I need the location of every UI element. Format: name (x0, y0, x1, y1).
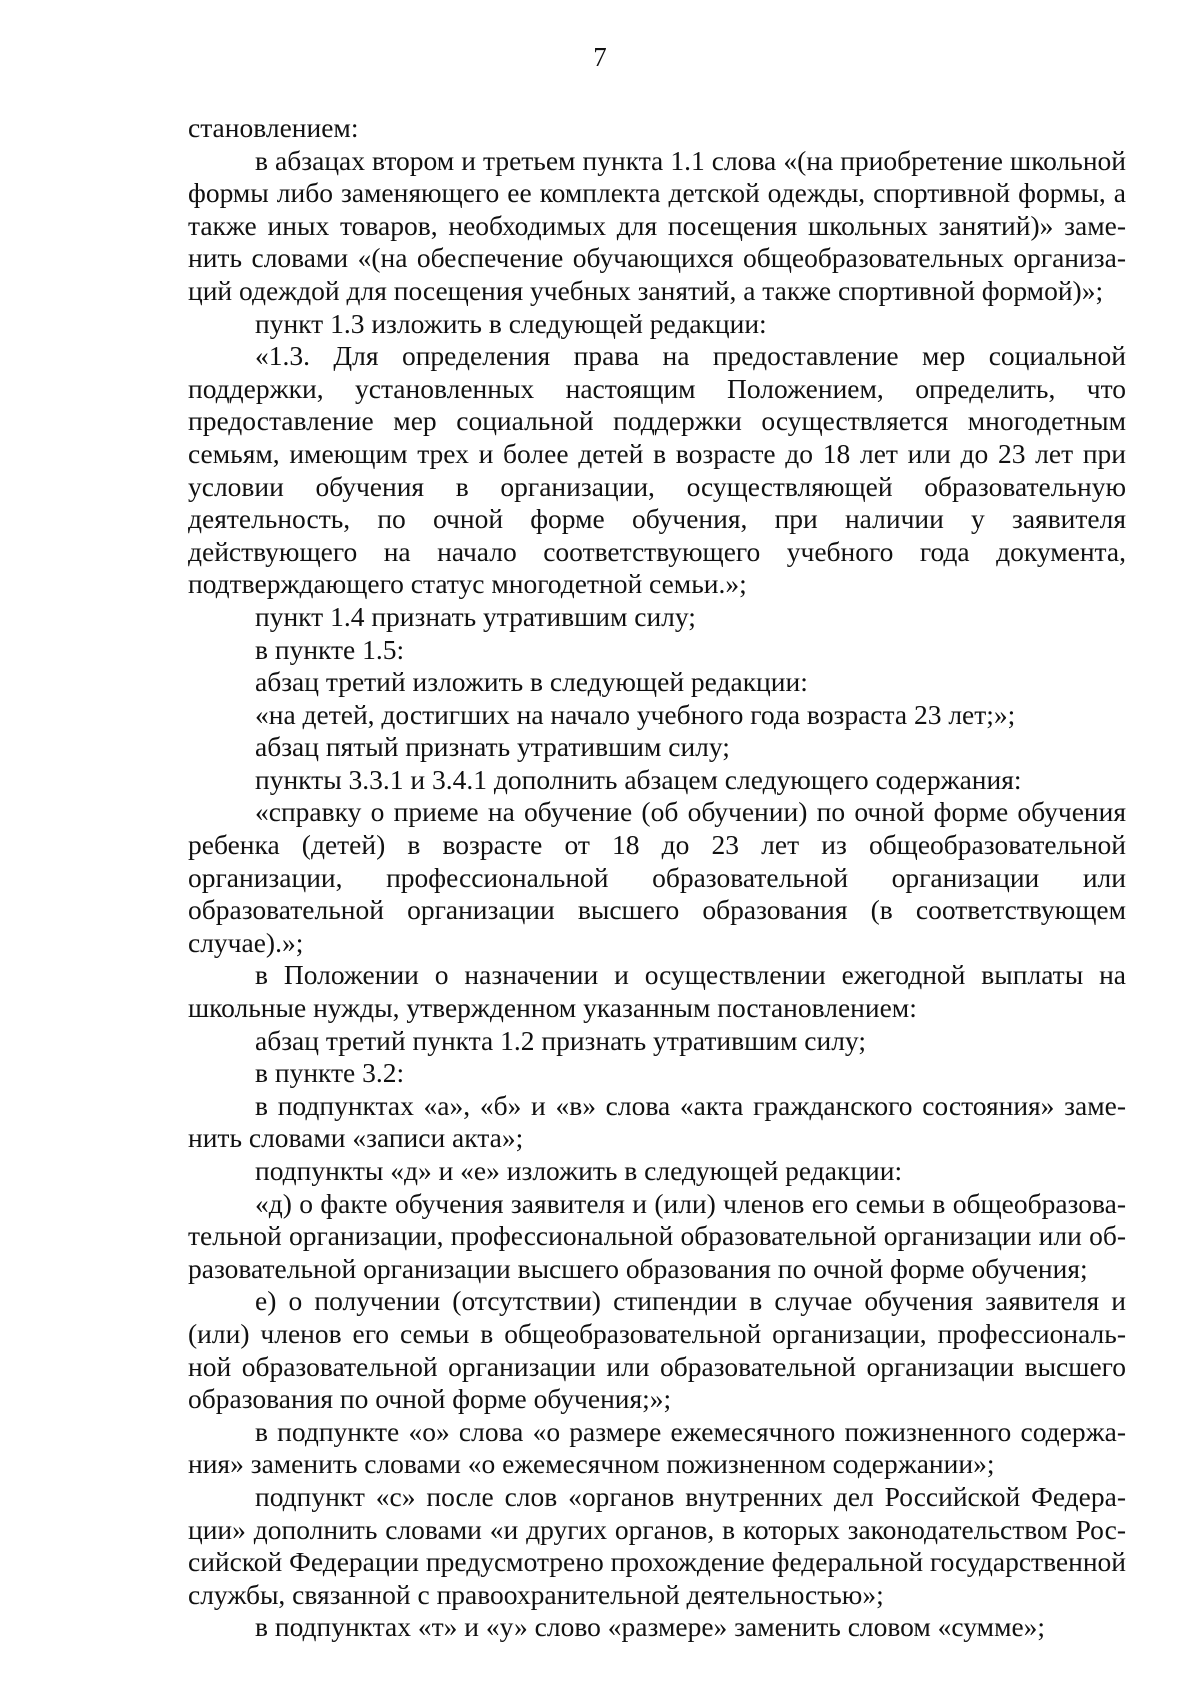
paragraph-18: е) о получении (отсутствии) стипендии в случае обучения заявителя и (или) членов его семьи в общеобразовательной организации, профессиональной образовательной организации или образовательной организации высшего образования по очной форме обучения;»; (188, 1285, 1126, 1415)
page-number: 7 (593, 42, 607, 72)
paragraph-19: в подпункте «о» слова «о размере ежемесячного пожизненного содержания» заменить словами «о ежемесячном пожизненном содержании»; (188, 1415, 1126, 1480)
paragraph-7: абзац третий изложить в следующей редакции: (255, 666, 808, 698)
paragraph-8: «на детей, достигших на начало учебного года возраста 23 лет;»; (255, 698, 1016, 730)
paragraph-10: пункты 3.3.1 и 3.4.1 дополнить абзацем следующего содержания: (255, 763, 1022, 795)
paragraph-11: «справку о приеме на обучение (об обучении) по очной форме обучения ребенка (детей) в возрасте от 18 до 23 лет из общеобразовательной организации, профессиональной образовательной организации или образовательной организации высшего образования (в соответствующем случае).»; (188, 796, 1126, 958)
paragraph-3: пункт 1.3 изложить в следующей редакции: (255, 307, 767, 339)
paragraph-12: в Положении о назначении и осуществлении ежегодной выплаты на школьные нужды, утвержденном указанным постановлением: (188, 959, 1126, 1024)
paragraph-2: в абзацах втором и третьем пункта 1.1 слова «(на приобретение школьной формы либо заменяющего ее комплекта детской одежды, спортивной формы, а также иных товаров, необходимых для посещения школьных занятий)» заменить словами «(на обеспечение обучающихся общеобразовательных организаций одеждой для посещения учебных занятий, а также спортивной формой)»; (188, 144, 1126, 306)
paragraph-13: абзац третий пункта 1.2 признать утратившим силу; (255, 1024, 866, 1056)
paragraph-17: «д) о факте обучения заявителя и (или) членов его семьи в общеобразовательной организации, профессиональной образовательной организации или образовательной организации высшего образования по очной форме обучения; (188, 1187, 1126, 1284)
document-body (188, 112, 1126, 1644)
paragraph-15: в подпунктах «а», «б» и «в» слова «акта гражданского состояния» заменить словами «записи акта»; (188, 1089, 1126, 1154)
paragraph-1: становлением: (188, 112, 359, 143)
paragraph-21: в подпунктах «т» и «у» слово «размере» заменить словом «сумме»; (255, 1611, 1046, 1643)
paragraph-5: пункт 1.4 признать утратившим силу; (255, 600, 696, 632)
paragraph-4: «1.3. Для определения права на предоставление мер социальной поддержки, установленных настоящим Положением, определить, что предоставление мер социальной поддержки осуществляется многодетным семьям, имеющим трех и более детей в возрасте до 18 лет или до 23 лет при условии обучения в организации, осуществляющей образовательную деятельность, по очной форме обучения, при наличии у заявителя действующего на начало соответствующего учебного года документа, подтверждающего статус многодетной семьи.»; (188, 340, 1126, 600)
paragraph-9: абзац пятый признать утратившим силу; (255, 731, 730, 763)
paragraph-6: в пункте 1.5: (255, 633, 405, 665)
paragraph-20: подпункт «с» после слов «органов внутренних дел Российской Федерации» дополнить словами «и других органов, в которых законодательством Российской Федерации предусмотрено прохождение федеральной государственной службы, связанной с правоохранительной деятельностью»; (188, 1480, 1126, 1610)
paragraph-16: подпункты «д» и «е» изложить в следующей редакции: (255, 1155, 903, 1186)
paragraph-14: в пункте 3.2: (255, 1057, 405, 1089)
